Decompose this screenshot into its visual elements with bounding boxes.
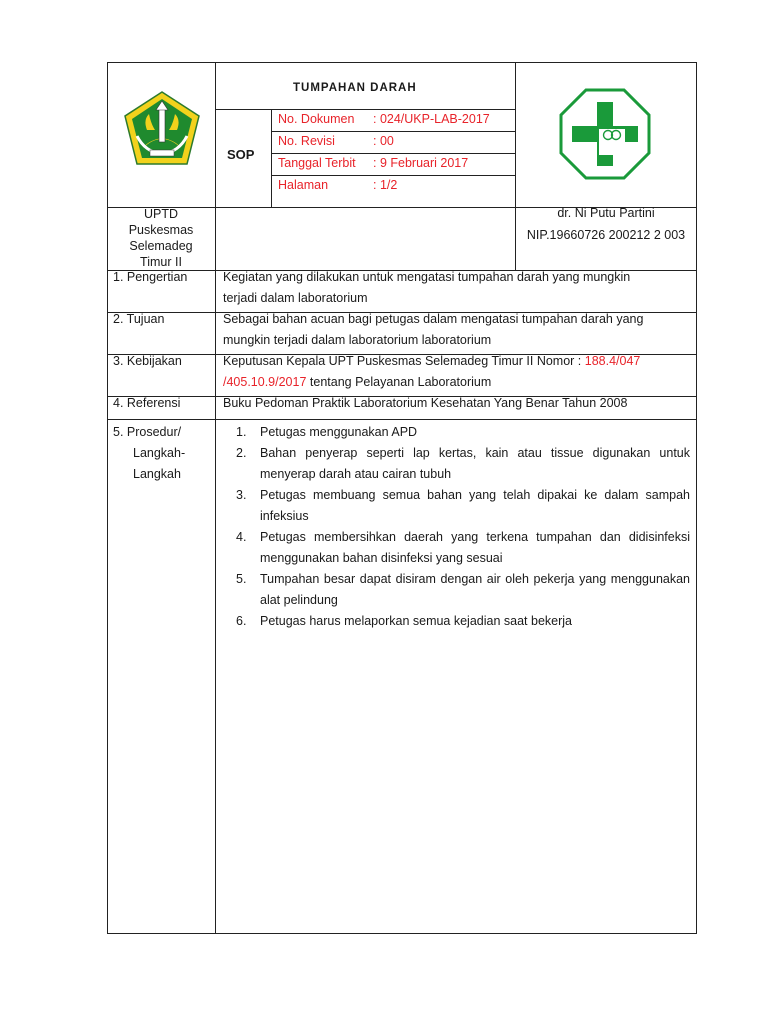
org-line-1: UPTD: [143, 207, 179, 221]
border-top: [107, 62, 697, 63]
meta-label-halaman: Halaman: [278, 178, 329, 192]
kebijakan-line-1: [223, 351, 640, 372]
pengertian-line-2: terjadi dalam laboratorium: [223, 291, 368, 305]
regency-coat-of-arms-logo: [123, 90, 201, 170]
section-label-langkah-2: Langkah: [133, 467, 181, 481]
section-label-pengertian: 1. Pengertian: [113, 270, 188, 284]
procedure-step: [231, 611, 690, 632]
kebijakan-line-2: [223, 372, 491, 393]
step-text: Tumpahan besar dapat disiram dengan air oleh pekerja yang menggunakan alat pelindung: [260, 572, 690, 607]
border-left: [107, 62, 108, 934]
document-title: TUMPAHAN DARAH: [293, 82, 417, 94]
procedure-step: [231, 443, 690, 485]
sop-meta-divider: [271, 109, 272, 207]
puskesmas-green-cross-logo: [558, 87, 652, 181]
step-text: Petugas harus melaporkan semua kejadian saat bekerja: [260, 614, 572, 628]
signer-name: dr. Ni Putu Partini: [557, 206, 655, 220]
step-number: 3.: [236, 488, 247, 502]
border-right: [696, 62, 697, 934]
meta-label-revisi: No. Revisi: [278, 134, 335, 148]
sop-document: [107, 62, 697, 934]
org-line-4: Timur II: [140, 255, 182, 269]
sop-label: SOP: [227, 147, 255, 162]
meta-label-tanggal: Tanggal Terbit: [278, 156, 356, 170]
step-number: 4.: [236, 530, 247, 544]
procedure-steps: [231, 422, 690, 632]
step-number: 1.: [236, 425, 247, 439]
step-text: Petugas menggunakan APD: [260, 425, 418, 439]
tujuan-line-2: mungkin terjadi dalam laboratorium laboratorium: [223, 333, 492, 347]
section-label-kebijakan: 3. Kebijakan: [113, 354, 182, 368]
step-text: Petugas membuang semua bahan yang telah dipakai ke dalam sampah infeksius: [260, 488, 690, 523]
kebijakan-number-1: 188.4/047: [584, 354, 641, 368]
step-number: 5.: [236, 572, 247, 586]
procedure-step: [231, 485, 690, 527]
meta-value-tanggal: : 9 Februari 2017: [373, 156, 469, 170]
meta-value-dokumen: : 024/UKP-LAB-2017: [373, 112, 490, 126]
section-label-referensi: 4. Referensi: [113, 396, 181, 410]
kebijakan-text-2: tentang Pelayanan Laboratorium: [306, 375, 492, 389]
procedure-step: [231, 527, 690, 569]
pengertian-line-1: Kegiatan yang dilakukan untuk mengatasi tumpahan darah yang mungkin: [223, 270, 631, 284]
section-label-tujuan: 2. Tujuan: [113, 312, 165, 326]
procedure-step: [231, 422, 690, 443]
org-line-2: Puskesmas: [128, 223, 194, 237]
kebijakan-number-2: /405.10.9/2017: [223, 375, 307, 389]
procedure-step: [231, 569, 690, 611]
kebijakan-text-1: Keputusan Kepala UPT Puskesmas Selemadeg Timur II Nomor :: [223, 354, 585, 368]
section-label-langkah: Langkah-: [133, 446, 186, 460]
step-number: 6.: [236, 614, 247, 628]
signer-nip: NIP.19660726 200212 2 003: [526, 228, 686, 242]
row-line-referensi: [107, 419, 697, 420]
border-bottom: [107, 933, 697, 934]
section-label-prosedur: 5. Prosedur/: [113, 425, 182, 439]
referensi-text: Buku Pedoman Praktik Laboratorium Kesehatan Yang Benar Tahun 2008: [223, 396, 628, 410]
step-number: 2.: [236, 446, 247, 460]
label-column-divider: [215, 62, 216, 934]
step-text: Petugas membersihkan daerah yang terkena tumpahan dan didisinfeksi menggunakan bahan disinfeksi yang sesuai: [260, 530, 690, 565]
step-text: Bahan penyerap seperti lap kertas, kain atau tissue digunakan untuk menyerap darah atau cairan tubuh: [260, 446, 690, 481]
meta-value-halaman: : 1/2: [373, 178, 398, 192]
meta-value-revisi: : 00: [373, 134, 394, 148]
org-line-3: Selemadeg: [129, 239, 193, 253]
organization-name: [107, 206, 215, 270]
meta-label-dokumen: No. Dokumen: [278, 112, 355, 126]
tujuan-line-1: Sebagai bahan acuan bagi petugas dalam mengatasi tumpahan darah yang: [223, 312, 644, 326]
